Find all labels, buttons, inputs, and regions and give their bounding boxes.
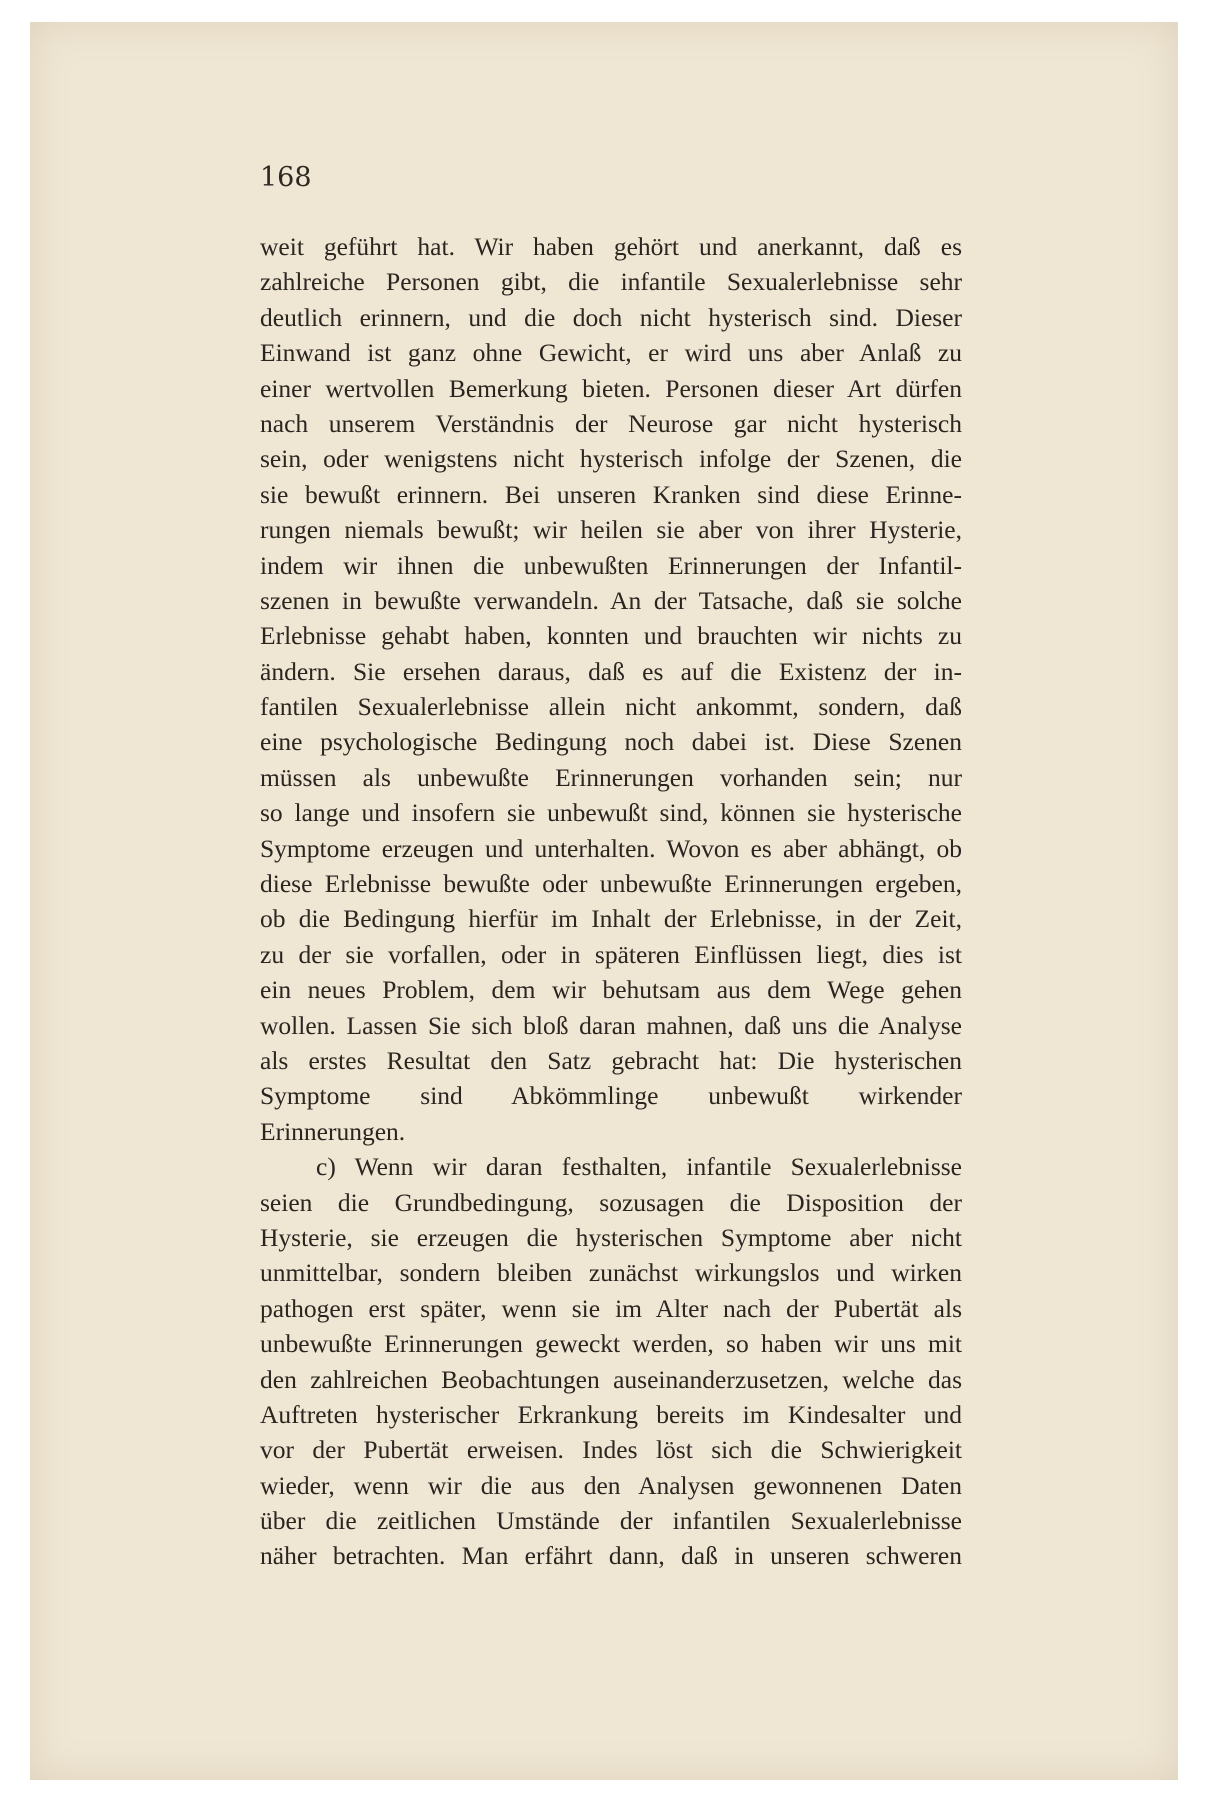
text-line: wieder, wenn wir die aus den Analysen gewonnenen Daten	[260, 1470, 962, 1500]
text-line: diese Erlebnisse bewußte oder unbewußte Erinnerungen ergeben,	[260, 869, 962, 899]
text-line: näher betrachten. Man erfährt dann, daß in unseren schweren	[260, 1541, 962, 1571]
text-line: ein neues Problem, dem wir behutsam aus dem Wege gehen	[260, 975, 962, 1005]
text-line: pathogen erst später, wenn sie im Alter nach der Pubertät als	[260, 1293, 962, 1323]
text-line: szenen in bewußte verwandeln. An der Tatsache, daß sie solche	[260, 585, 962, 615]
text-line: sie bewußt erinnern. Bei unseren Kranken sind diese Erinne-	[260, 479, 962, 509]
text-line: unbewußte Erinnerungen geweckt werden, so haben wir uns mit	[260, 1329, 962, 1359]
text-line: weit geführt hat. Wir haben gehört und anerkannt, daß es	[260, 232, 962, 261]
text-line: den zahlreichen Beobachtungen auseinanderzusetzen, welche das	[260, 1364, 962, 1394]
text-line: ändern. Sie ersehen daraus, daß es auf die Existenz der in-	[260, 656, 962, 686]
page-number: 168	[260, 162, 312, 193]
text-line: seien die Grundbedingung, sozusagen die Disposition der	[260, 1187, 962, 1217]
text-line: eine psychologische Bedingung noch dabei ist. Diese Szenen	[260, 727, 962, 757]
text-line: Erlebnisse gehabt haben, konnten und brauchten wir nichts zu	[260, 621, 962, 651]
text-line: zahlreiche Personen gibt, die infantile Sexualerlebnisse sehr	[260, 267, 962, 297]
text-line: Symptome sind Abkömmlinge unbewußt wirkender	[260, 1081, 962, 1111]
text-line: fantilen Sexualerlebnisse allein nicht ankommt, sondern, daß	[260, 692, 962, 722]
text-line: Einwand ist ganz ohne Gewicht, er wird uns aber Anlaß zu	[260, 338, 962, 368]
text-line: Symptome erzeugen und unterhalten. Wovon es aber abhängt, ob	[260, 833, 962, 863]
text-line: als erstes Resultat den Satz gebracht hat: Die hysterischen	[260, 1045, 962, 1075]
scanned-page	[30, 22, 1178, 1780]
text-line: unmittelbar, sondern bleiben zunächst wirkungslos und wirken	[260, 1258, 962, 1288]
text-line: so lange und insofern sie unbewußt sind, können sie hysterische	[260, 798, 962, 828]
text-line: über die zeitlichen Umstände der infantilen Sexualerlebnisse	[260, 1506, 962, 1536]
text-line: einer wertvollen Bemerkung bieten. Personen dieser Art dürfen	[260, 373, 962, 403]
text-line: sein, oder wenigstens nicht hysterisch infolge der Szenen, die	[260, 444, 962, 474]
text-line: c) Wenn wir daran festhalten, infantile Sexualerlebnisse	[316, 1152, 962, 1182]
text-line: Erinnerungen.	[260, 1116, 406, 1146]
text-line: zu der sie vorfallen, oder in späteren Einflüssen liegt, dies ist	[260, 939, 962, 969]
text-line: nach unserem Verständnis der Neurose gar nicht hysterisch	[260, 408, 962, 438]
text-line: deutlich erinnern, und die doch nicht hysterisch sind. Dieser	[260, 302, 962, 332]
text-line: müssen als unbewußte Erinnerungen vorhanden sein; nur	[260, 762, 962, 792]
text-line: wollen. Lassen Sie sich bloß daran mahnen, daß uns die Analyse	[260, 1010, 962, 1040]
text-line: Hysterie, sie erzeugen die hysterischen Symptome aber nicht	[260, 1222, 962, 1252]
text-line: Auftreten hysterischer Erkrankung bereits im Kindesalter und	[260, 1399, 962, 1429]
body-text	[260, 229, 962, 1574]
text-line: vor der Pubertät erweisen. Indes löst sich die Schwierigkeit	[260, 1435, 962, 1465]
text-line: indem wir ihnen die unbewußten Erinnerungen der Infantil-	[260, 550, 962, 580]
text-line: rungen niemals bewußt; wir heilen sie aber von ihrer Hysterie,	[260, 515, 962, 545]
text-line: ob die Bedingung hierfür im Inhalt der Erlebnisse, in der Zeit,	[260, 904, 962, 934]
